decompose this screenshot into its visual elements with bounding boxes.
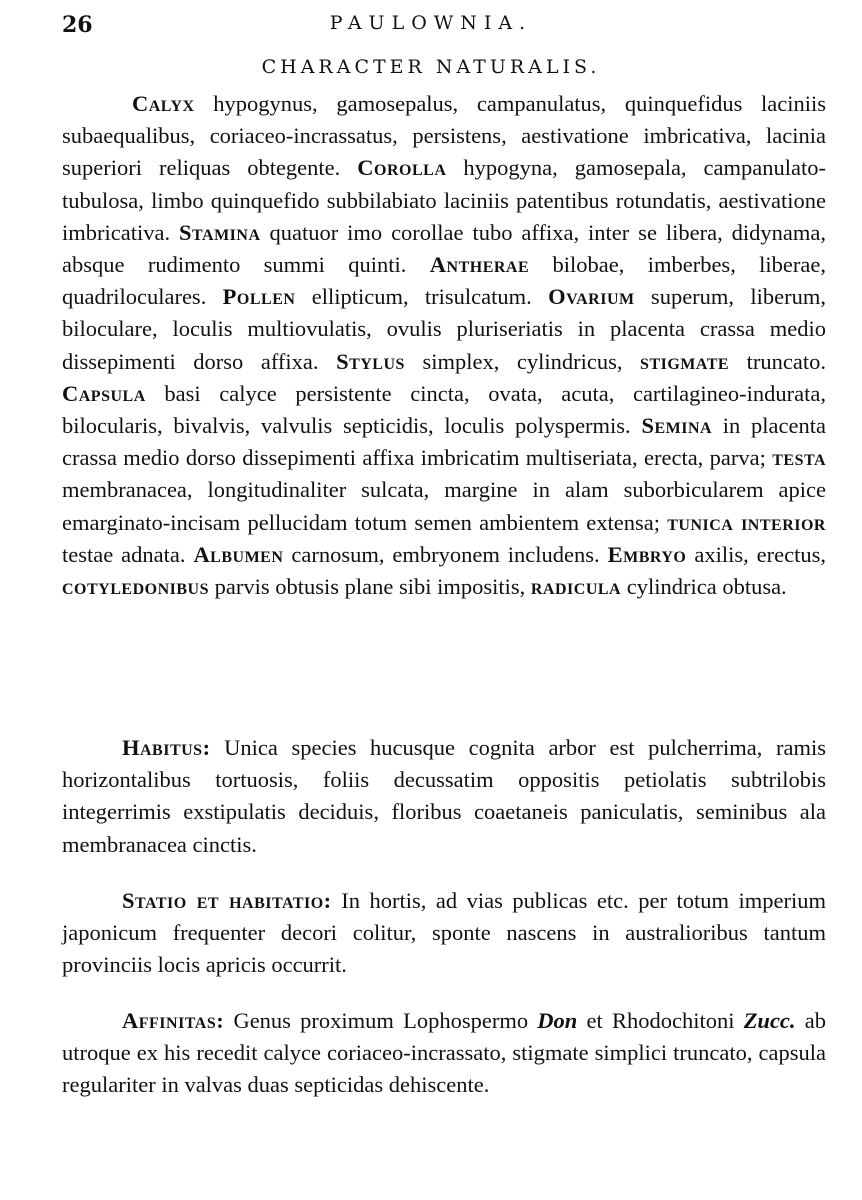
statio-text: In hortis, ad vias publicas etc. per totum imperium japonicum frequenter decori colitur, sponte nascens in australioribus tantum provinciis locis apricis occurrit. <box>62 888 827 978</box>
semina-description: in placenta crassa medio dorso dissepimenti affixa imbricatim multiseriata, erecta, parva; <box>62 413 827 471</box>
term-pollen: Pollen <box>222 284 296 310</box>
term-testa: testa <box>772 445 826 471</box>
term-stylus: Stylus <box>336 348 405 374</box>
ovarium-description: superum, liberum, biloculare, loculis multiovulatis, ovulis pluriseriatis in placenta crassa medio dissepimenti dorso affixa. <box>62 284 826 374</box>
corolla-description: hypogyna, gamosepala, campanulato-tubulosa, limbo quinquefido subbilabiato laciniis patentibus rotundatis, aestivatione imbricativa. <box>62 155 826 245</box>
habitus-label: Habitus: <box>122 735 211 760</box>
embryo-description: axilis, erectus, <box>686 541 826 567</box>
albumen-description: carnosum, embryonem includens. <box>283 541 608 567</box>
habitus-paragraph <box>62 732 826 861</box>
stamina-description: quatuor imo corollae tubo affixa, inter se libera, didynama, absque rudimento summi quinti. <box>62 219 826 278</box>
term-cotyledonibus: cotyledonibus <box>62 574 209 600</box>
term-stamina: Stamina <box>179 219 261 245</box>
affinitas-text-3: ab utroque ex his recedit calyce coriaceo-incrassato, stigmate simplici truncato, capsula regulariter in valvas duas septicidas dehiscente. <box>62 1008 826 1098</box>
affinitas-text-2: et Rhodochitoni <box>577 1008 744 1033</box>
term-embryo: Embryo <box>607 541 687 567</box>
page-number: 26 <box>62 12 93 38</box>
character-paragraph <box>62 88 826 603</box>
term-semina: Semina <box>641 413 713 439</box>
term-albumen: Albumen <box>193 541 284 567</box>
antherae-description: bilobae, imberbes, liberae, quadriloculares. <box>62 252 827 310</box>
cotyledonibus-description: parvis obtusis plane sibi impositis, <box>208 574 531 600</box>
term-radicula: radicula <box>530 574 622 600</box>
statio-label: Statio et habitatio: <box>122 888 332 913</box>
term-capsula: Capsula <box>62 380 146 406</box>
calyx-description: hypogynus, gamosepalus, campanulatus, quinquefidus laciniis subaequalibus, coriaceo-incrassatus, persistens, aestivatione imbricativa, lacinia superiori reliquas obtegente. <box>62 91 826 181</box>
term-ovarium: Ovarium <box>548 284 635 310</box>
habitus-text: Unica species hucusque cognita arbor est pulcherrima, ramis horizontalibus tortuosis, foliis decussatim oppositis petiolatis subtrilobis integerrimis exstipulatis deciduis, floribus coaetaneis paniculatis, seminibus ala membranacea cinctis. <box>62 735 826 857</box>
term-antherae: Antherae <box>429 252 530 278</box>
term-corolla: Corolla <box>357 155 447 181</box>
term-stigmate: stigmate <box>640 348 730 374</box>
term-tunica-interior: tunica interior <box>667 509 826 535</box>
capsula-description: basi calyce persistente cincta, ovata, acuta, cartilagineo-indurata, bilocularis, bivalvis, valvulis septicidis, loculis polyspermis. <box>62 380 826 439</box>
pollen-description: ellipticum, trisulcatum. <box>295 284 549 310</box>
statio-paragraph <box>62 885 826 982</box>
affinitas-author-2: Zucc. <box>743 1008 796 1033</box>
stylus-description: simplex, cylindricus, <box>404 348 641 374</box>
affinitas-author-1: Don <box>537 1008 578 1033</box>
stigmate-description: truncato. <box>729 348 826 374</box>
radicula-description: cylindrica obtusa. <box>621 574 787 600</box>
testa-description: membranacea, longitudinaliter sulcata, margine in alam suborbicularem apice emarginato-incisam pellucidam totum semen ambientem extensa; <box>62 477 826 535</box>
affinitas-label: Affinitas: <box>122 1008 225 1033</box>
tunica-description: testae adnata. <box>62 541 194 567</box>
running-title: PAULOWNIA. <box>329 12 533 34</box>
term-calyx: Calyx <box>132 91 195 116</box>
section-title: CHARACTER NATURALIS. <box>261 56 601 78</box>
affinitas-text-1: Genus proximum Lophospermo <box>224 1008 538 1033</box>
affinitas-paragraph <box>62 1005 826 1102</box>
